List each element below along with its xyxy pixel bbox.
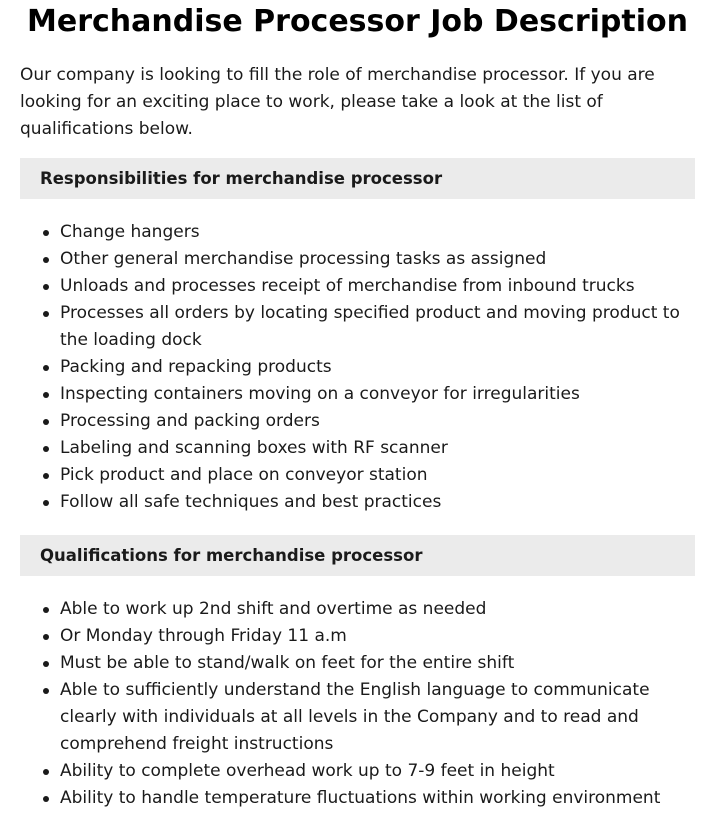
list-item: Must be able to stand/walk on feet for the entire shift	[60, 650, 695, 677]
list-item: Processing and packing orders	[60, 408, 695, 435]
qualifications-heading: Qualifications for merchandise processor	[20, 535, 695, 576]
page-title: Merchandise Processor Job Description	[27, 4, 688, 39]
qualifications-list	[20, 596, 695, 812]
list-item: Other general merchandise processing tasks as assigned	[60, 246, 695, 273]
list-item: Labeling and scanning boxes with RF scanner	[60, 435, 695, 462]
list-item: Change hangers	[60, 219, 695, 246]
list-item: Processes all orders by locating specified product and moving product to the loading dock	[60, 300, 695, 354]
list-item: Pick product and place on conveyor station	[60, 462, 695, 489]
responsibilities-list	[20, 219, 695, 516]
list-item: Able to work up 2nd shift and overtime as needed	[60, 596, 695, 623]
list-item: Able to sufficiently understand the English language to communicate clearly with individuals at all levels in the Company and to read and comprehend freight instructions	[60, 677, 695, 758]
responsibilities-heading: Responsibilities for merchandise processor	[20, 158, 695, 199]
list-item: Unloads and processes receipt of merchandise from inbound trucks	[60, 273, 695, 300]
list-item: Ability to handle temperature fluctuations within working environment	[60, 785, 695, 812]
list-item: Ability to complete overhead work up to 7-9 feet in height	[60, 758, 695, 785]
list-item: Inspecting containers moving on a conveyor for irregularities	[60, 381, 695, 408]
list-item: Or Monday through Friday 11 a.m	[60, 623, 695, 650]
list-item: Packing and repacking products	[60, 354, 695, 381]
intro-paragraph: Our company is looking to fill the role of merchandise processor. If you are looking for an exciting place to work, please take a look at the list of qualifications below.	[20, 65, 655, 139]
list-item: Follow all safe techniques and best practices	[60, 489, 695, 516]
